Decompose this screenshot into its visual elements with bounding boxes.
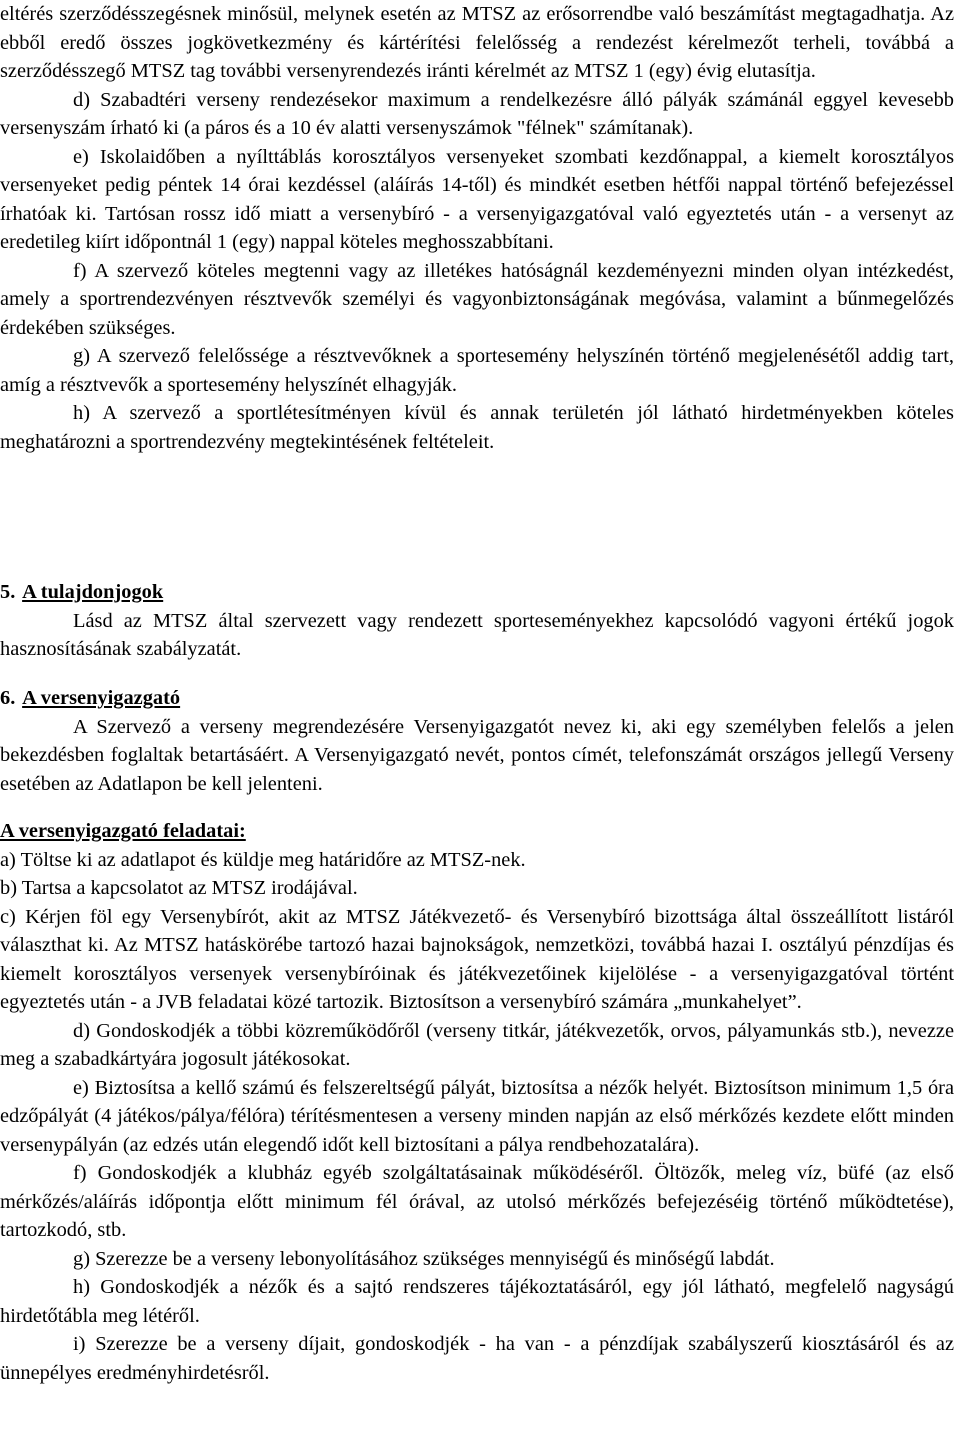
section-6-number: 6. [0,687,16,709]
duty-e: e) Biztosítsa a kellő számú és felszereltségű pályát, biztosítsa a nézők helyét. Biztosítson minimum 1,5 óra edzőpályát (4 játékos/pálya/félóra) térítésmentesen a verseny minden napján az első mérkőzés kezdete előtt minden versenypályán (az edzés után elegendő időt kell biztosítani a pálya rendbehozatalára). [0,1076,954,1156]
paragraph-continuation: eltérés szerződésszegésnek minősül, melynek esetén az MTSZ az erősorrendbe való beszámítást megtagadhatja. Az ebből eredő összes jogkövetkezmény és kártérítési felelősség a rendezést kérelmezőt terheli, továbbá a szerződésszegő MTSZ tag további versenyrendezés iránti kérelmét az MTSZ 1 (egy) évig elutasítja. [0,3,954,82]
duty-g: g) Szerezze be a verseny lebonyolításához szükséges mennyiségű és minőségű labdát. [73,1247,775,1270]
paragraph-item-h: h) A szervező a sportlétesítményen kívül és annak területén jól látható hirdetményekben köteles meghatározni a sportrendezvény megtekintésének feltételeit. [0,402,954,453]
section-5-title: A tulajdonjogok [22,581,164,603]
duties-heading: A versenyigazgató feladatai: [0,820,246,842]
section-6-heading [0,684,954,713]
duty-i: i) Szerezze be a verseny díjait, gondoskodjék - ha van - a pénzdíjak szabályszerű kiosztásáról és az ünnepélyes eredményhirdetésről. [0,1333,954,1384]
section-5 [0,578,954,664]
paragraph-item-f: f) A szervező köteles megtenni vagy az illetékes hatóságnál kezdeményezni minden olyan intézkedést, amely a sportrendezvényen résztvevők személyi és vagyonbiztonságának megóvása, valamint a bűnmegelőzés érdekében szükséges. [0,259,954,339]
paragraph-item-d: d) Szabadtéri verseny rendezésekor maximum a rendelkezésre álló pályák számánál eggyel kevesebb versenyszám írható ki (a páros és a 10 év alatti versenyszámok "félnek" számítanak). [0,88,954,139]
paragraph-item-e: e) Iskolaidőben a nyílttáblás korosztályos versenyeket szombati kezdőnappal, a kiemelt korosztályos versenyeket pedig péntek 14 órai kezdéssel (aláírás 14-től) és mindkét esetben hétfői nappal történő befejezéssel írhatóak ki. Tartósan rossz idő miatt a versenybíró - a versenyigazgatóval való egyeztetés után - a versenyt az eredetileg kiírt időpontnál 1 (egy) nappal köteles meghosszabbítani. [0,145,954,253]
duty-b: b) Tartsa a kapcsolatot az MTSZ irodájával. [0,877,358,899]
duty-c: c) Kérjen föl egy Versenybírót, akit az MTSZ Játékvezető- és Versenybíró bizottsága által összeállított listáról választhat ki. Az MTSZ hatáskörébe tartozó hazai bajnokságok, nemzetközi, továbbá hazai I. osztályú pénzdíjas és kiemelt korosztályos versenyek versenybíróinak és játékvezetőinek kijelölése - a versenyigazgatóval történt egyeztetés után - a JVB feladatai közé tartozik. Biztosítson a versenybíró számára „munkahelyet”. [0,905,954,1013]
director-duties [0,817,954,1387]
duty-a: a) Töltse ki az adatlapot és küldje meg határidőre az MTSZ-nek. [0,848,526,871]
section-6-body: A Szervező a verseny megrendezésére Versenyigazgatót nevez ki, aki egy személyben felelős a jelen bekezdésben foglaltak betartásáért. A Versenyigazgató nevét, pontos címét, telefonszámát országos jellegű Verseny esetében az Adatlapon be kell jelenteni. [0,715,954,795]
section-5-number: 5. [0,581,16,603]
paragraph-item-g: g) A szervező felelőssége a résztvevőknek a sportesemény helyszínén történő megjelenésétől addig tart, amíg a résztvevők a sportesemény helyszínét elhagyják. [0,345,954,396]
duty-d: d) Gondoskodjék a többi közreműködőről (verseny titkár, játékvezetők, orvos, pályamunkás stb.), nevezze meg a szabadkártyára jogosult játékosokat. [0,1019,954,1070]
duty-f: f) Gondoskodjék a klubház egyéb szolgáltatásainak működéséről. Öltözők, meleg víz, büfé (az első mérkőzés/aláírás időpontja előtt minimum fél órával, az utolsó mérkőzés befejezéséig történő működtetése), tartozkodó, stb. [0,1162,954,1241]
section-5-body: Lásd az MTSZ által szervezett vagy rendezett sporteseményekhez kapcsolódó vagyoni értékű jogok hasznosításának szabályzatát. [0,609,954,660]
section-6-title: A versenyigazgató [22,687,181,709]
section-5-heading [0,578,954,607]
duty-h: h) Gondoskodjék a nézők és a sajtó rendszeres tájékoztatásáról, egy jól látható, megfelelő nagyságú hirdetőtábla meg létéről. [0,1276,954,1327]
section-6 [0,684,954,798]
rules-continued [0,0,954,456]
